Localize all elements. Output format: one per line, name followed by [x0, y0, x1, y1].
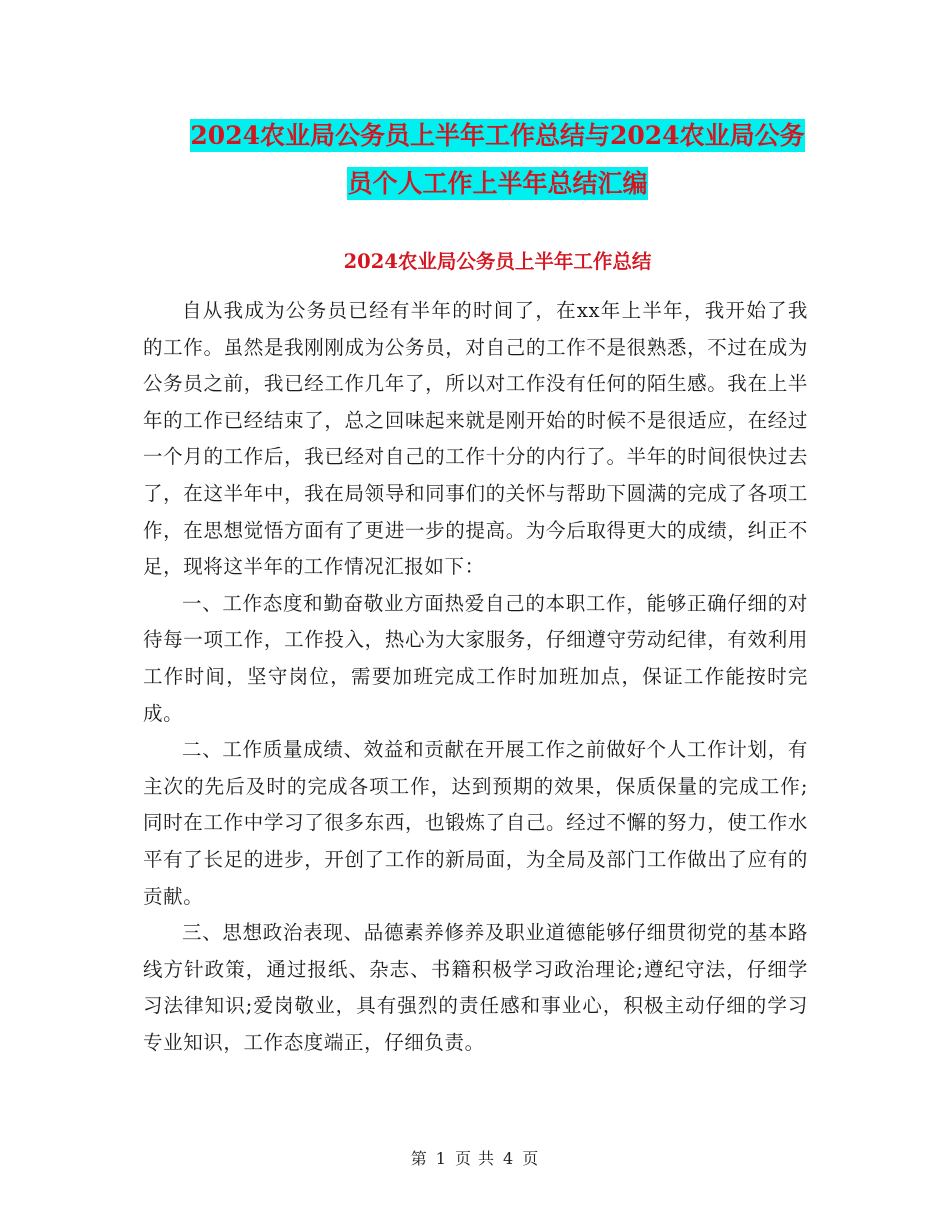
document-title [140, 112, 855, 208]
document-body [143, 293, 808, 1061]
paragraph-work-attitude: 一、工作态度和勤奋敬业方面热爱自己的本职工作，能够正确仔细的对待每一项工作，工作投入，热心为大家服务，仔细遵守劳动纪律，有效利用工作时间，坚守岗位，需要加班完成工作时加班加点，保证工作能按时完成。 [143, 591, 808, 725]
page-footer [0, 1146, 950, 1169]
footer-suffix: 页 [522, 1149, 540, 1168]
footer-page-number: 1 [435, 1149, 447, 1168]
footer-prefix: 第 [410, 1149, 428, 1168]
paragraph-work-quality: 二、工作质量成绩、效益和贡献在开展工作之前做好个人工作计划，有主次的先后及时的完成各项工作，达到预期的效果，保质保量的完成工作;同时在工作中学习了很多东西，也锻炼了自己。经过不懈的努力，使工作水平有了长足的进步，开创了工作的新局面，为全局及部门工作做出了应有的贡献。 [143, 738, 808, 908]
paragraph-intro: 自从我成为公务员已经有半年的时间了，在xx年上半年，我开始了我的工作。虽然是我刚刚成为公务员，对自己的工作不是很熟悉，不过在成为公务员之前，我已经工作几年了，所以对工作没有任何的陌生感。我在上半年的工作已经结束了，总之回味起来就是刚开始的时候不是很适应，在经过一个月的工作后，我已经对自己的工作十分的内行了。半年的时间很快过去了，在这半年中，我在局领导和同事们的关怀与帮助下圆满的完成了各项工作，在思想觉悟方面有了更进一步的提高。为今后取得更大的成绩，纠正不足，现将这半年的工作情况汇报如下： [143, 299, 808, 579]
footer-total-pages: 4 [503, 1149, 515, 1168]
paragraph-political-conduct: 三、思想政治表现、品德素养修养及职业道德能够仔细贯彻党的基本路线方针政策，通过报纸、杂志、书籍积极学习政治理论;遵纪守法，仔细学习法律知识;爱岗敬业，具有强烈的责任感和事业心，积极主动仔细的学习专业知识，工作态度端正，仔细负责。 [143, 921, 808, 1054]
section-title: 2024农业局公务员上半年工作总结 [343, 250, 652, 273]
footer-mid: 页 共 [454, 1149, 496, 1168]
title-line-2: 员个人工作上半年总结汇编 [347, 169, 648, 198]
title-line-1: 2024农业局公务员上半年工作总结与2024农业局公务 [190, 121, 805, 150]
